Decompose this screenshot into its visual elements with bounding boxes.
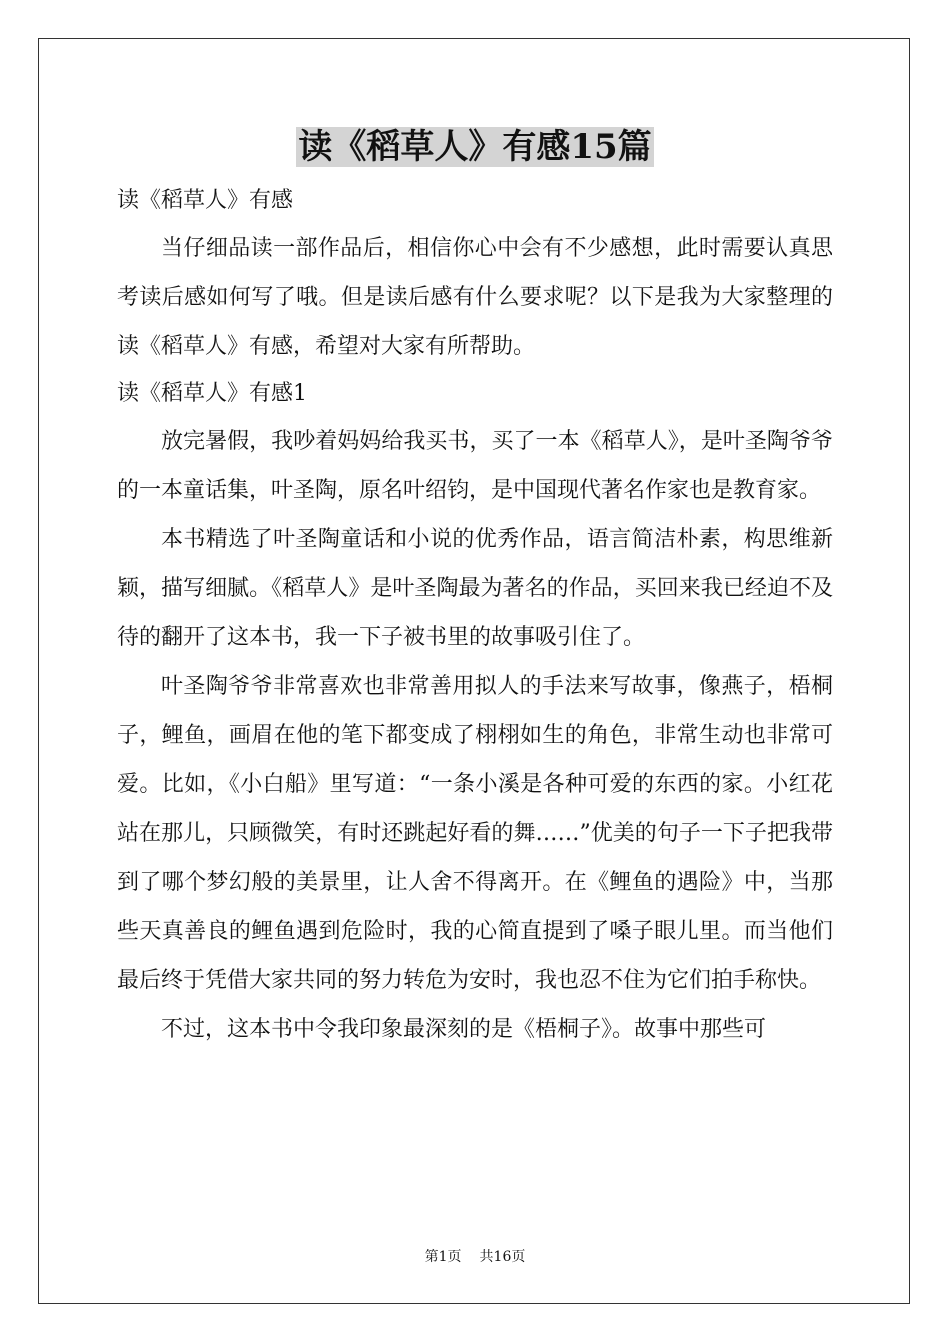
paragraph: 放完暑假，我吵着妈妈给我买书，买了一本《稻草人》，是叶圣陶爷爷的一本童话集，叶圣陶，原名叶绍钧，是中国现代著名作家也是教育家。 — [117, 429, 833, 503]
paragraph: 叶圣陶爷爷非常喜欢也非常善用拟人的手法来写故事，像燕子，梧桐子，鲤鱼，画眉在他的笔下都变成了栩栩如生的角色，非常生动也非常可爱。比如，《小白船》里写道：“一条小溪是各种可爱的东西的家。小红花站在那儿，只顾微笑，有时还跳起好看的舞……”优美的句子一下子把我带到了哪个梦幻般的美景里，让人舍不得离开。在《鲤鱼的遇险》中，当那些天真善良的鲤鱼遇到危险时，我的心简直提到了嗓子眼儿里。而当他们最后终于凭借大家共同的努力转危为安时，我也忍不住为它们拍手称快。 — [117, 674, 833, 993]
section-heading: 读《稻草人》有感 — [117, 188, 294, 213]
page-footer — [0, 1247, 950, 1267]
paragraph: 当仔细品读一部作品后，相信你心中会有不少感想，此时需要认真思考读后感如何写了哦。但是读后感有什么要求呢？以下是我为大家整理的读《稻草人》有感，希望对大家有所帮助。 — [117, 236, 833, 359]
document-title — [0, 124, 950, 170]
page-number: 第1页 — [424, 1249, 462, 1265]
document-title-text: 读《稻草人》有感15篇 — [298, 127, 652, 167]
paragraph: 不过，这本书中令我印象最深刻的是《梧桐子》。故事中那些可 — [161, 1017, 767, 1042]
document-body — [117, 178, 833, 1054]
page-total: 共16页 — [479, 1249, 526, 1265]
section-heading: 读《稻草人》有感1 — [117, 381, 307, 406]
paragraph: 本书精选了叶圣陶童话和小说的优秀作品，语言简洁朴素，构思维新颖，描写细腻。《稻草人》是叶圣陶最为著名的作品，买回来我已经迫不及待的翻开了这本书，我一下子被书里的故事吸引住了。 — [117, 527, 833, 650]
